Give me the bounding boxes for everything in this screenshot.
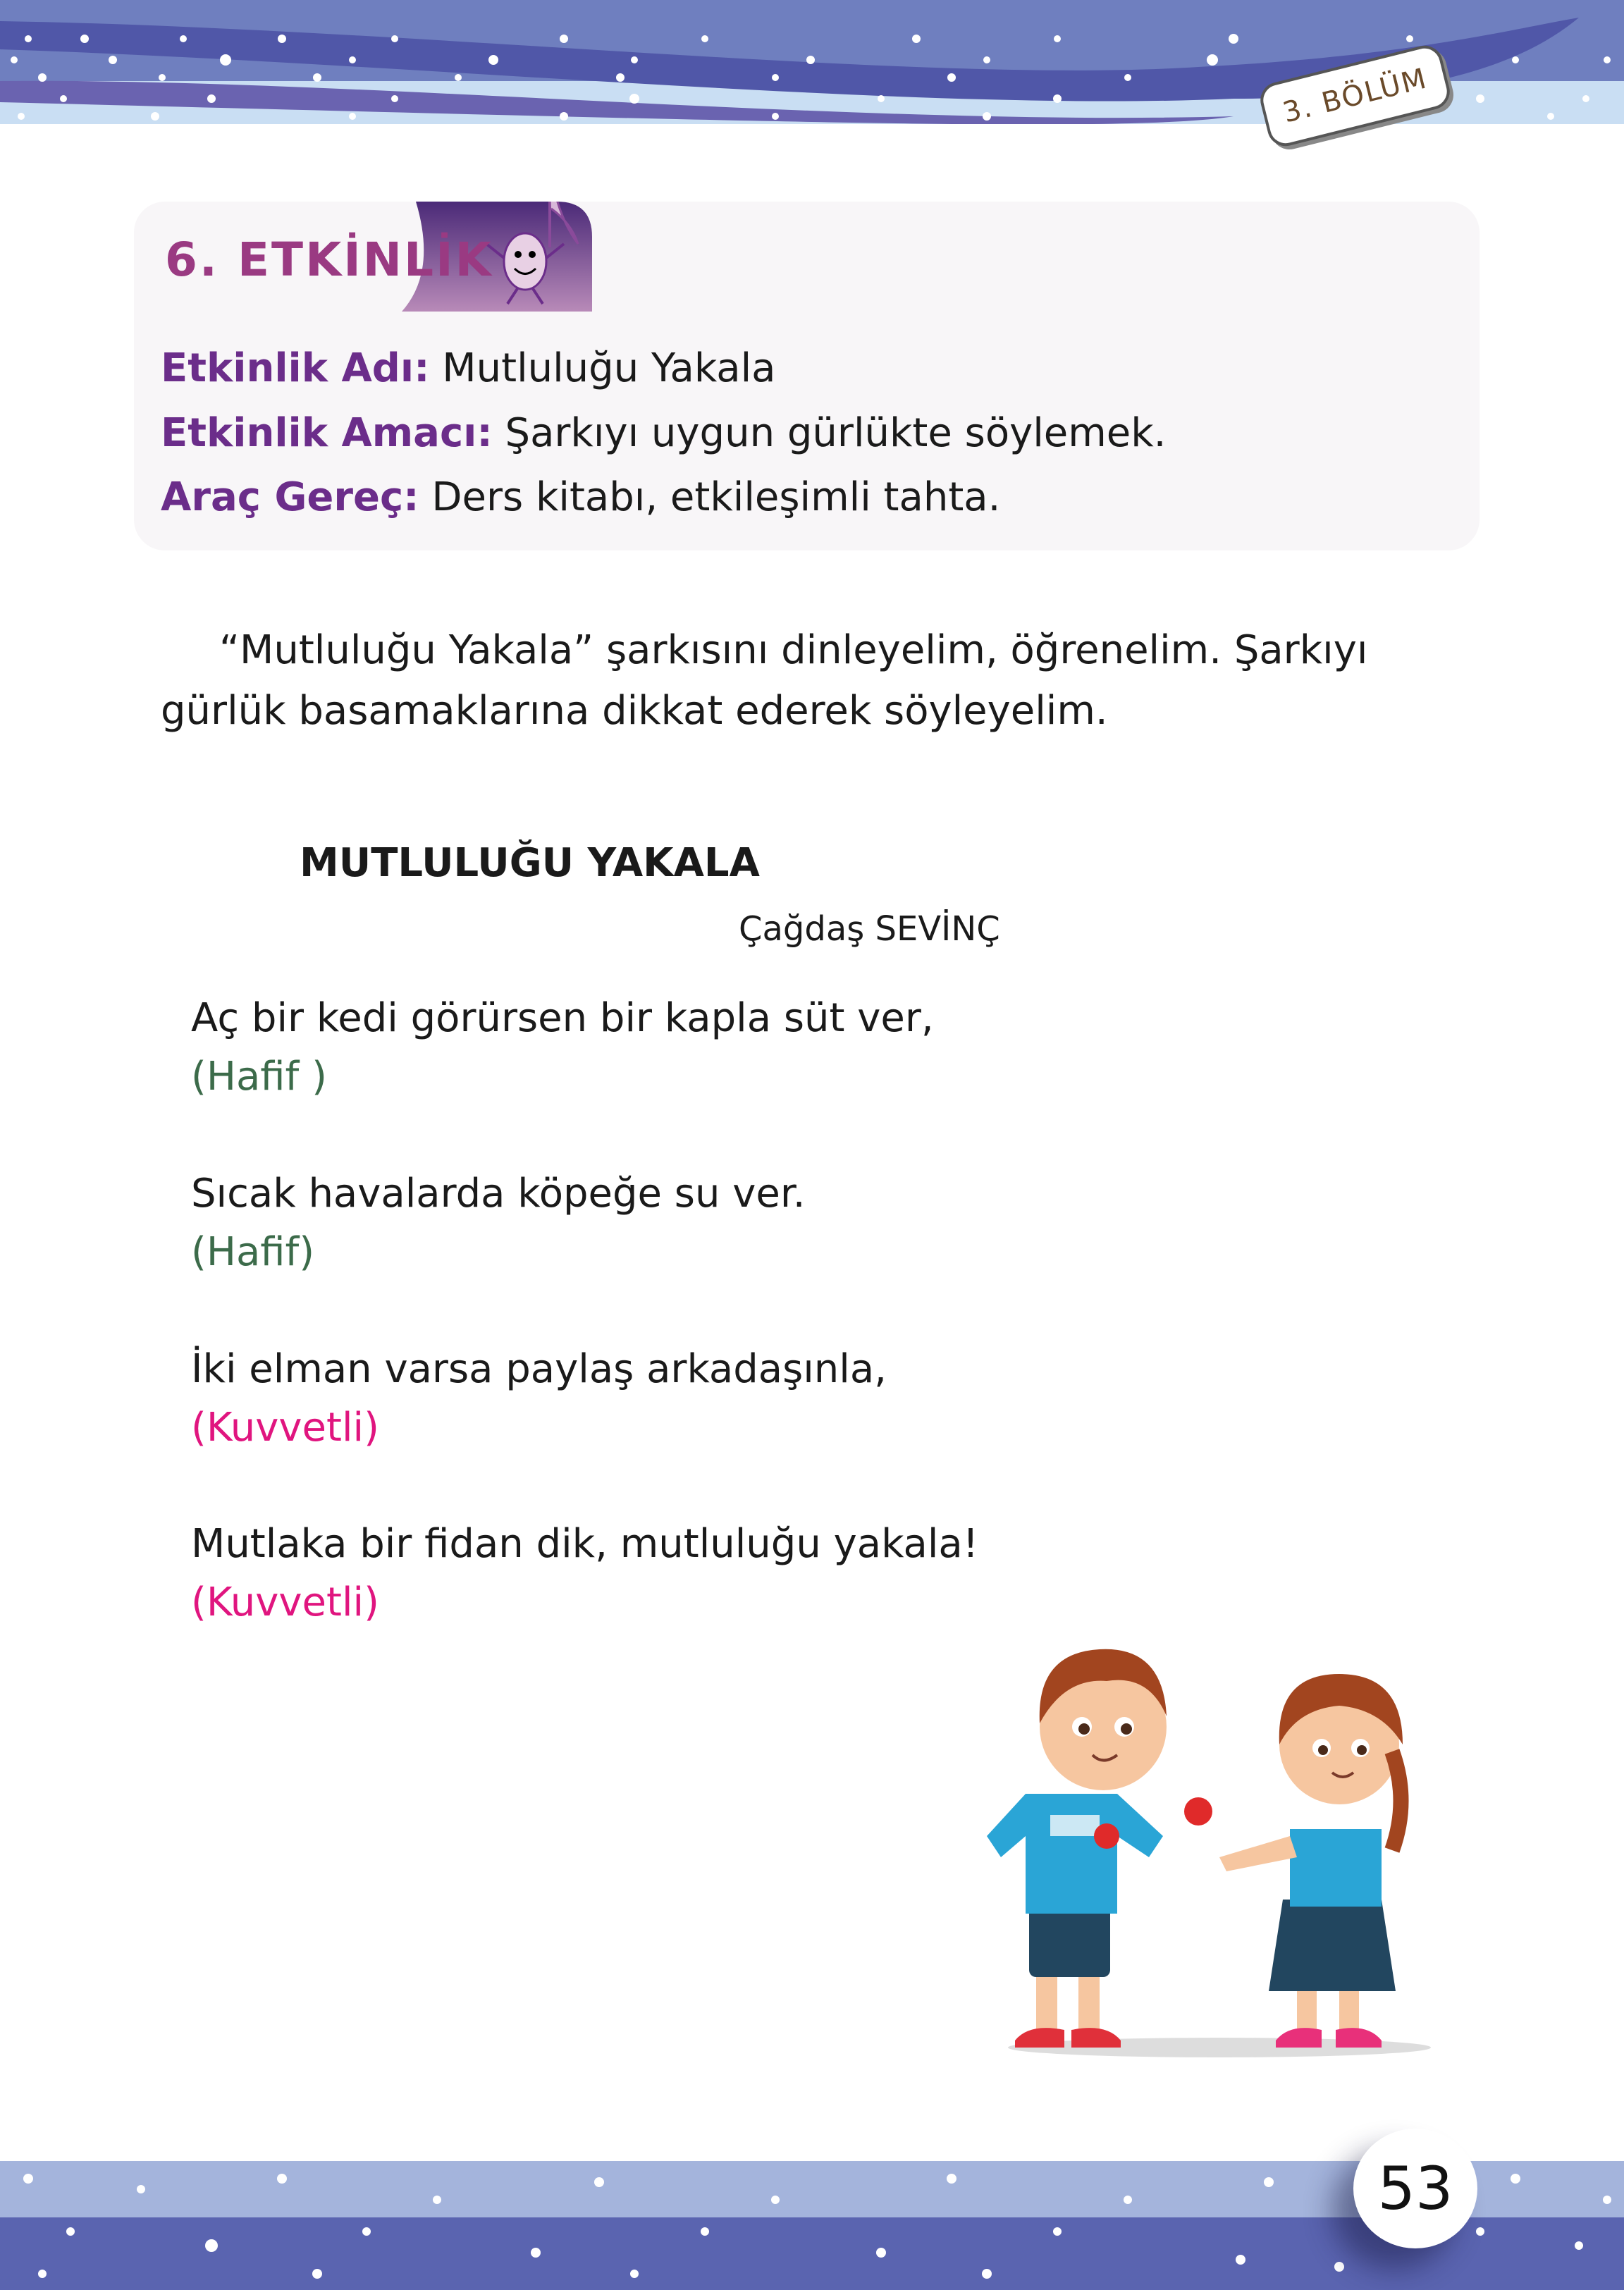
- activity-tools-value: Ders kitabı, etkileşimli tahta.: [431, 474, 1001, 520]
- activity-number-title: 6. ETKİNLİK: [165, 233, 493, 287]
- activity-tools-label: Araç Gereç:: [161, 474, 419, 520]
- activity-purpose-label: Etkinlik Amacı:: [161, 410, 493, 456]
- dynamic-marking: (Hafif ): [191, 1054, 327, 1100]
- activity-tools-row: [161, 474, 1000, 520]
- instruction-paragraph: “Mutluluğu Yakala” şarkısını dinleyelim, öğrenelim. Şarkıyı gürlük basamaklarına dikkat ederek söyleyelim.: [161, 627, 1368, 734]
- lyric-line: Sıcak havalarda köpeğe su ver.: [191, 1171, 806, 1217]
- activity-name-row: [161, 345, 775, 391]
- lyric-line: İki elman varsa paylaş arkadaşınla,: [191, 1346, 887, 1392]
- lyric-line: Aç bir kedi görürsen bir kapla süt ver,: [191, 995, 934, 1041]
- activity-name-label: Etkinlik Adı:: [161, 345, 430, 391]
- song-author: Çağdaş SEVİNÇ: [739, 909, 1000, 949]
- apple-icon: [1184, 1797, 1212, 1826]
- activity-purpose-row: [161, 410, 1166, 456]
- dynamic-marking: (Kuvvetli): [191, 1405, 379, 1451]
- girl-figure: [1219, 1674, 1403, 2048]
- lyric-line: Mutlaka bir fidan dik, mutluluğu yakala!: [191, 1521, 979, 1567]
- section-tag: 3. BÖLÜM: [1257, 42, 1453, 149]
- page-number: 53: [1353, 2129, 1477, 2248]
- boy-figure: [987, 1649, 1212, 2048]
- song-title: MUTLULUĞU YAKALA: [300, 840, 760, 886]
- apple-icon: [1094, 1823, 1119, 1849]
- dynamic-marking: (Hafif): [191, 1229, 315, 1275]
- activity-purpose-value: Şarkıyı uygun gürlükte söylemek.: [505, 410, 1167, 456]
- dynamic-marking: (Kuvvetli): [191, 1580, 379, 1625]
- activity-name-value: Mutluluğu Yakala: [442, 345, 776, 391]
- children-sharing-apple-illustration: [987, 1568, 1452, 2062]
